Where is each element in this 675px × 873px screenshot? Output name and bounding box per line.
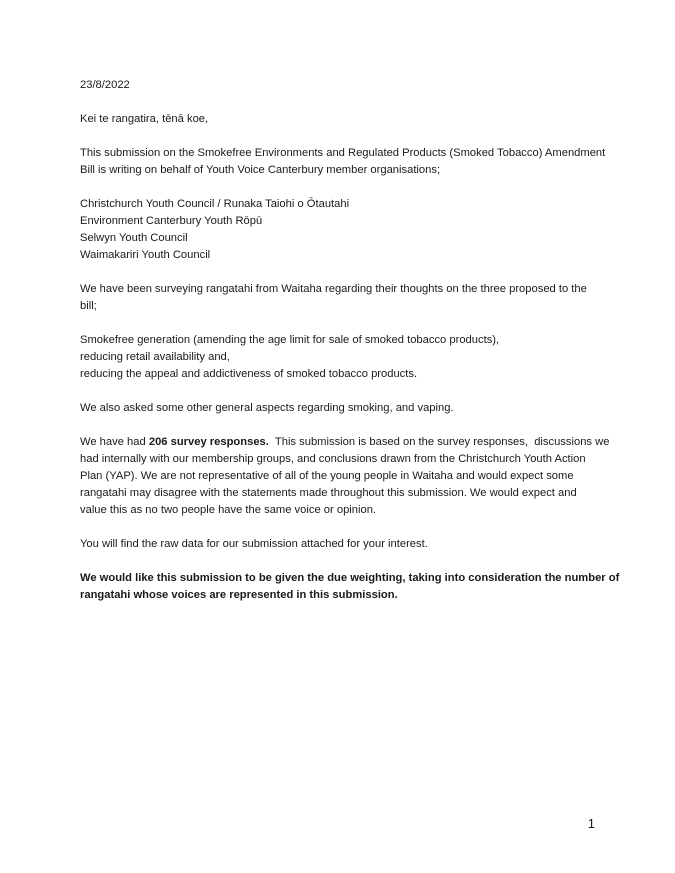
responses-count: 206 survey responses. [148,436,269,448]
greeting: Kei te rangatira, tēnā koe, [80,113,209,125]
organisation-item: Christchurch Youth Council / Runaka Taiohi o Ōtautahi [80,198,350,210]
organisation-item: Selwyn Youth Council [80,232,188,244]
proposal-item: reducing the appeal and addictiveness of smoked tobacco products. [80,368,418,380]
organisation-list [80,196,605,264]
responses-prefix: We have had [80,436,149,448]
survey-line: bill; [80,300,97,312]
proposal-list [80,332,605,383]
closing-line: rangatahi whose voices are represented in this submission. [80,589,398,601]
document-body [80,77,620,621]
responses-paragraph [80,434,610,519]
survey-line: We have been surveying rangatahi from Waitaha regarding their thoughts on the three proposed to the [80,283,587,295]
date: 23/8/2022 [80,79,130,91]
closing-paragraph [80,570,620,604]
responses-line: had internally with our membership groups, and conclusions drawn from the Christchurch Youth Action [80,453,586,465]
closing-line: We would like this submission to be given the due weighting, taking into consideration the number of [80,572,620,584]
intro-line: This submission on the Smokefree Environments and Regulated Products (Smoked Tobacco) Amendment [80,147,606,159]
responses-line: Plan (YAP). We are not representative of all of the young people in Waitaha and would expect some [80,470,574,482]
responses-line: rangatahi may disagree with the statements made throughout this submission. We would expect and [80,487,577,499]
organisation-item: Waimakariri Youth Council [80,249,211,261]
intro-paragraph [80,145,605,179]
organisation-item: Environment Canterbury Youth Rōpū [80,215,263,227]
proposal-item: Smokefree generation (amending the age limit for sale of smoked tobacco products), [80,334,500,346]
responses-line [80,434,610,451]
page-number: 1 [587,816,595,831]
proposal-item: reducing retail availability and, [80,351,230,363]
intro-line: Bill is writing on behalf of Youth Voice Canterbury member organisations; [80,164,441,176]
raw-data-paragraph: You will find the raw data for our submission attached for your interest. [80,538,428,550]
responses-line-rest: This submission is based on the survey responses, discussions we [268,436,610,448]
general-aspects-paragraph: We also asked some other general aspects regarding smoking, and vaping. [80,402,454,414]
responses-line: value this as no two people have the same voice or opinion. [80,504,377,516]
survey-paragraph [80,281,605,315]
